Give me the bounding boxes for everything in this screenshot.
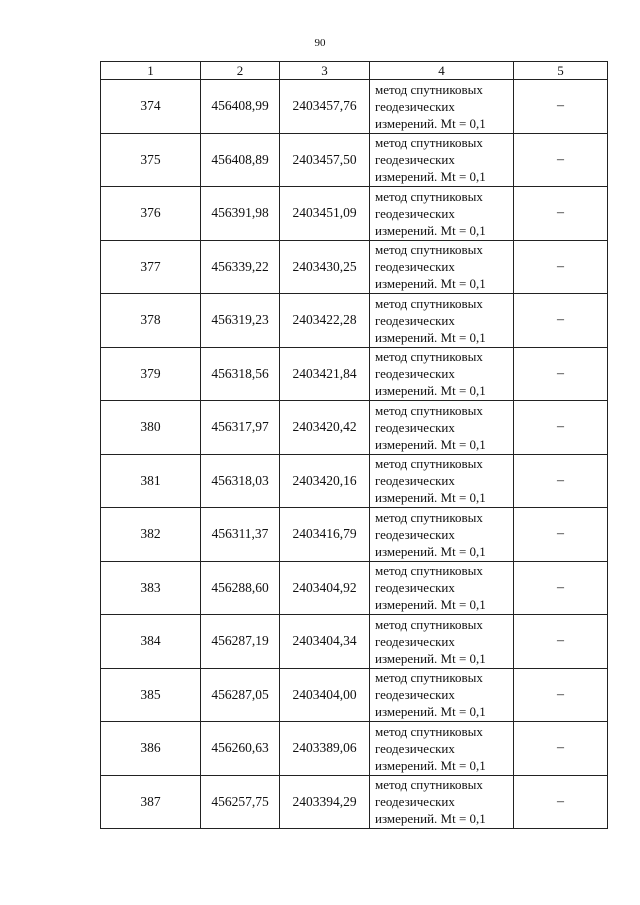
x-coordinate-cell: 456408,89 [201,133,280,187]
method-line: измерений. Mt = 0,1 [375,811,486,827]
accuracy-mark-cell: – [514,240,608,294]
method-line: геодезических [375,580,455,596]
table-row [101,615,608,669]
y-coordinate-cell: 2403404,92 [280,561,370,615]
table-row [101,80,608,134]
table-row [101,401,608,455]
method-line: геодезических [375,526,455,542]
x-coordinate-cell: 456288,60 [201,561,280,615]
accuracy-mark-cell: – [514,133,608,187]
method-line: метод спутниковых [375,349,483,365]
method-line: геодезических [375,419,455,435]
point-number-cell: 376 [101,187,201,241]
accuracy-mark-cell: – [514,347,608,401]
method-cell [370,722,514,776]
column-header-3: 3 [280,62,370,80]
accuracy-mark-cell: – [514,722,608,776]
y-coordinate-cell: 2403457,76 [280,80,370,134]
method-line: измерений. Mt = 0,1 [375,597,486,613]
table-row [101,454,608,508]
x-coordinate-cell: 456287,05 [201,668,280,722]
point-number-cell: 387 [101,775,201,829]
x-coordinate-cell: 456319,23 [201,294,280,348]
y-coordinate-cell: 2403451,09 [280,187,370,241]
y-coordinate-cell: 2403404,00 [280,668,370,722]
method-line: геодезических [375,366,455,382]
table-row [101,347,608,401]
x-coordinate-cell: 456391,98 [201,187,280,241]
table-row [101,508,608,562]
point-number-cell: 381 [101,454,201,508]
x-coordinate-cell: 456317,97 [201,401,280,455]
point-number-cell: 377 [101,240,201,294]
method-line: геодезических [375,633,455,649]
table-row [101,294,608,348]
method-line: геодезических [375,98,455,114]
column-header-5: 5 [514,62,608,80]
method-line: геодезических [375,473,455,489]
accuracy-mark-cell: – [514,80,608,134]
method-cell [370,294,514,348]
x-coordinate-cell: 456318,56 [201,347,280,401]
method-line: метод спутниковых [375,723,483,739]
y-coordinate-cell: 2403420,42 [280,401,370,455]
method-line: измерений. Mt = 0,1 [375,222,486,238]
method-line: метод спутниковых [375,188,483,204]
method-line: измерений. Mt = 0,1 [375,329,486,345]
method-line: измерений. Mt = 0,1 [375,383,486,399]
method-cell [370,508,514,562]
method-cell [370,80,514,134]
method-cell [370,615,514,669]
point-number-cell: 375 [101,133,201,187]
point-number-cell: 383 [101,561,201,615]
method-cell [370,775,514,829]
method-line: измерений. Mt = 0,1 [375,704,486,720]
accuracy-mark-cell: – [514,294,608,348]
method-cell [370,454,514,508]
accuracy-mark-cell: – [514,561,608,615]
x-coordinate-cell: 456339,22 [201,240,280,294]
method-line: метод спутниковых [375,777,483,793]
accuracy-mark-cell: – [514,454,608,508]
y-coordinate-cell: 2403404,34 [280,615,370,669]
method-line: измерений. Mt = 0,1 [375,757,486,773]
method-cell [370,561,514,615]
table-row [101,240,608,294]
method-line: геодезических [375,740,455,756]
method-line: геодезических [375,259,455,275]
method-line: метод спутниковых [375,616,483,632]
table-row [101,133,608,187]
method-line: метод спутниковых [375,670,483,686]
column-header-1: 1 [101,62,201,80]
point-number-cell: 384 [101,615,201,669]
method-line: геодезических [375,205,455,221]
accuracy-mark-cell: – [514,187,608,241]
column-header-4: 4 [370,62,514,80]
page-number: 90 [314,37,326,49]
coordinates-table [100,61,608,829]
table-row [101,561,608,615]
y-coordinate-cell: 2403389,06 [280,722,370,776]
method-cell [370,187,514,241]
method-cell [370,240,514,294]
method-line: измерений. Mt = 0,1 [375,436,486,452]
point-number-cell: 385 [101,668,201,722]
method-line: метод спутниковых [375,563,483,579]
method-line: измерений. Mt = 0,1 [375,115,486,131]
x-coordinate-cell: 456311,37 [201,508,280,562]
method-line: измерений. Mt = 0,1 [375,276,486,292]
y-coordinate-cell: 2403457,50 [280,133,370,187]
column-header-2: 2 [201,62,280,80]
table-row [101,775,608,829]
y-coordinate-cell: 2403422,28 [280,294,370,348]
accuracy-mark-cell: – [514,401,608,455]
x-coordinate-cell: 456408,99 [201,80,280,134]
method-line: измерений. Mt = 0,1 [375,543,486,559]
method-cell [370,668,514,722]
y-coordinate-cell: 2403420,16 [280,454,370,508]
method-line: метод спутниковых [375,81,483,97]
x-coordinate-cell: 456260,63 [201,722,280,776]
method-line: метод спутниковых [375,242,483,258]
x-coordinate-cell: 456318,03 [201,454,280,508]
method-line: геодезических [375,794,455,810]
method-line: измерений. Mt = 0,1 [375,490,486,506]
point-number-cell: 382 [101,508,201,562]
method-line: метод спутниковых [375,135,483,151]
y-coordinate-cell: 2403394,29 [280,775,370,829]
table-row [101,668,608,722]
accuracy-mark-cell: – [514,668,608,722]
accuracy-mark-cell: – [514,775,608,829]
table-row [101,722,608,776]
accuracy-mark-cell: – [514,615,608,669]
y-coordinate-cell: 2403430,25 [280,240,370,294]
method-line: метод спутниковых [375,295,483,311]
method-line: измерений. Mt = 0,1 [375,169,486,185]
accuracy-mark-cell: – [514,508,608,562]
method-cell [370,401,514,455]
point-number-cell: 386 [101,722,201,776]
table-row [101,187,608,241]
method-line: геодезических [375,152,455,168]
x-coordinate-cell: 456287,19 [201,615,280,669]
table-body [101,80,608,829]
y-coordinate-cell: 2403421,84 [280,347,370,401]
table-header-row [101,62,608,80]
y-coordinate-cell: 2403416,79 [280,508,370,562]
method-line: метод спутниковых [375,509,483,525]
x-coordinate-cell: 456257,75 [201,775,280,829]
point-number-cell: 380 [101,401,201,455]
method-cell [370,347,514,401]
point-number-cell: 378 [101,294,201,348]
method-line: измерений. Mt = 0,1 [375,650,486,666]
method-line: геодезических [375,687,455,703]
method-line: метод спутниковых [375,456,483,472]
method-line: метод спутниковых [375,402,483,418]
method-line: геодезических [375,312,455,328]
point-number-cell: 379 [101,347,201,401]
method-cell [370,133,514,187]
point-number-cell: 374 [101,80,201,134]
